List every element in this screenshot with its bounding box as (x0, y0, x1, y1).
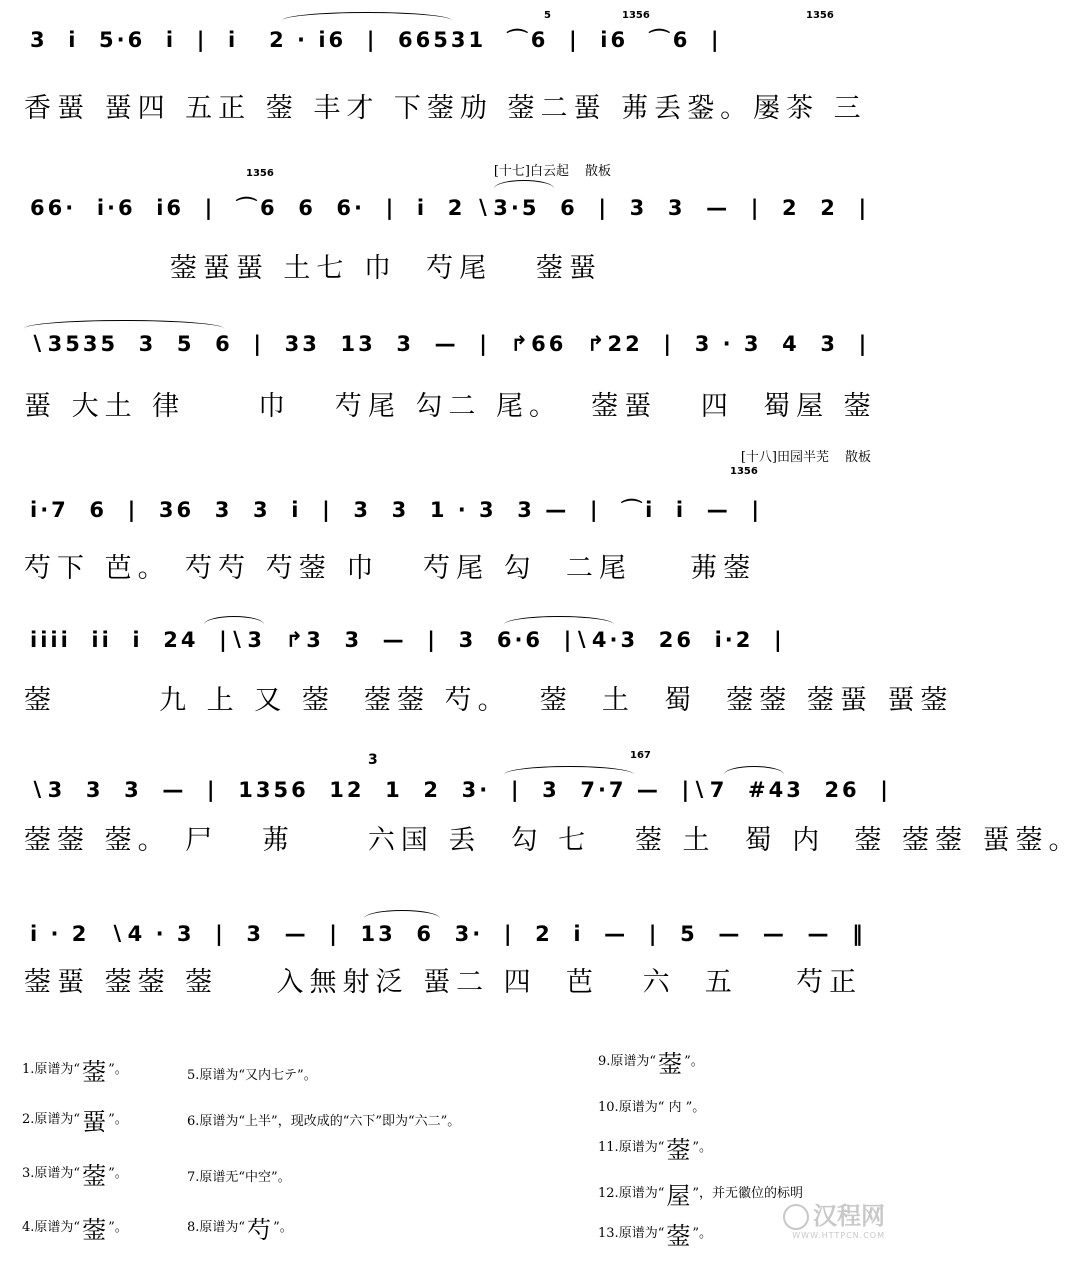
section-label: [十七]白云起 (493, 164, 569, 179)
watermark (783, 1196, 885, 1240)
lyric-row-1: 香蝁 蝁四 五正 蓥 丰才 下蓥劢 蓥二蝁 茀丢銎。屡茶 三 (24, 93, 867, 124)
notation-mark: 1356 (806, 10, 834, 21)
slur-mark (204, 616, 264, 633)
section-tempo: 散板 (844, 450, 871, 465)
footnote-11: 11.原谱为“蓥 ”。 (598, 1136, 712, 1164)
notation-mark: 5 (544, 10, 551, 21)
footnote-1: 1.原谱为“蓥 ”。 (22, 1058, 128, 1086)
footnote-12: 12.原谱为“屋 ”，并无徽位的标明 (598, 1182, 803, 1210)
footnote-7: 7.原谱无“中空”。 (187, 1170, 291, 1185)
footnote-8: 8.原谱为“芍 ”。 (187, 1216, 293, 1244)
notation-mark: 1356 (730, 466, 758, 477)
notation-row-5 (24, 618, 889, 674)
footnote-3: 3.原谱为“蓥 ”。 (22, 1162, 128, 1190)
section-header-17 (494, 160, 611, 179)
notation-notes: ∖3 3 3 — | 1356 12 1 2 3· | 3 7·7 — |∖7 #43 26 | (30, 778, 891, 802)
notation-notes: 3 i 5·6 i | i 2 · i6 | 66531 ⌒6 | i6 ⌒6 | (30, 28, 722, 52)
lyric-row-5: 蓥 九 上 又 蓥 蓥蓥 芍。 蓥 土 蜀 蓥蓥 蓥蝁 蝁蓥 (24, 685, 954, 716)
notation-notes: ∖3535 3 5 6 | 33 13 3 — | ↱66 ↱22 | 3 · 3 4 3 | (30, 332, 870, 356)
lyric-row-7: 蓥蝁 蓥蓥 蓥 入無射泛 蝁二 四 芭 六 五 芍正 (24, 967, 863, 998)
lyric-row-6: 蓥蓥 蓥。 尸 茀 六国 丢 勾 七 蓥 土 蜀 内 蓥 蓥蓥 蝁蓥。 (24, 825, 1082, 856)
section-tempo: 散板 (584, 164, 611, 179)
watermark-url: WWW.HTTPCN.COM (792, 1231, 885, 1240)
footnote-10: 10.原谱为“ 内 ”。 (598, 1100, 706, 1115)
notation-notes: i · 2 ∖4 · 3 | 3 — | 13 6 3· | 2 i — | 5 — — — ‖ (30, 922, 866, 946)
notation-row-4 (24, 466, 889, 540)
notation-row-6 (24, 750, 891, 824)
notation-mark: 167 (630, 750, 651, 761)
footnote-13: 13.原谱为“蓥 ”。 (598, 1222, 712, 1250)
slur-mark (724, 766, 784, 783)
lyric-row-3: 蝁 大土 律 巾 芍尾 勾二 尾。 蓥蝁 四 蜀屋 蓥 (24, 391, 877, 422)
notation-row-1 (24, 10, 889, 70)
lyric-row-2: 蓥蝁蝁 土七 巾 芍尾 蓥蝁 (24, 253, 602, 284)
footnote-4: 4.原谱为“蓥 ”。 (22, 1216, 128, 1244)
footnote-2: 2.原谱为“蝁 ”。 (22, 1108, 128, 1136)
footnote-5: 5.原谱为“又内七テ”。 (187, 1068, 317, 1083)
logo-icon (783, 1204, 809, 1230)
notation-row-3 (24, 322, 889, 378)
notation-notes: i·7 6 | 36 3 3 i | 3 3 1 · 3 3 — | ⌒i i — | (30, 498, 763, 522)
notation-mark: 1356 (622, 10, 650, 21)
footnote-6: 6.原谱为“上半”，现改成的“六下”即为“六二”。 (187, 1114, 461, 1129)
footnote-9: 9.原谱为“蓥 ”。 (598, 1050, 704, 1078)
slur-mark (282, 12, 452, 29)
lyric-row-4: 芍下 芭。 芍芍 芍蓥 巾 芍尾 勾 二尾 茀蓥 (24, 553, 757, 584)
slur-mark (504, 616, 614, 633)
slur-mark (24, 320, 224, 337)
watermark-text: 汉程网 (813, 1202, 885, 1230)
slur-mark (504, 766, 634, 783)
section-label: [十八]田园半芜 (740, 450, 829, 465)
notation-mark: 3 (368, 752, 378, 768)
notation-notes: 66· i·6 i6 | ⌒6 6 6· | i 2 ∖3·5 6 | 3 3 — | 2 2 | (30, 196, 870, 220)
slur-mark (494, 180, 554, 197)
notation-notes: iiii ii i 24 |∖3 ↱3 3 — | 3 6·6 |∖4·3 26 i·2 | (30, 628, 785, 652)
slur-mark (364, 910, 440, 927)
section-header-18 (741, 446, 871, 465)
notation-mark: 1356 (246, 168, 274, 179)
